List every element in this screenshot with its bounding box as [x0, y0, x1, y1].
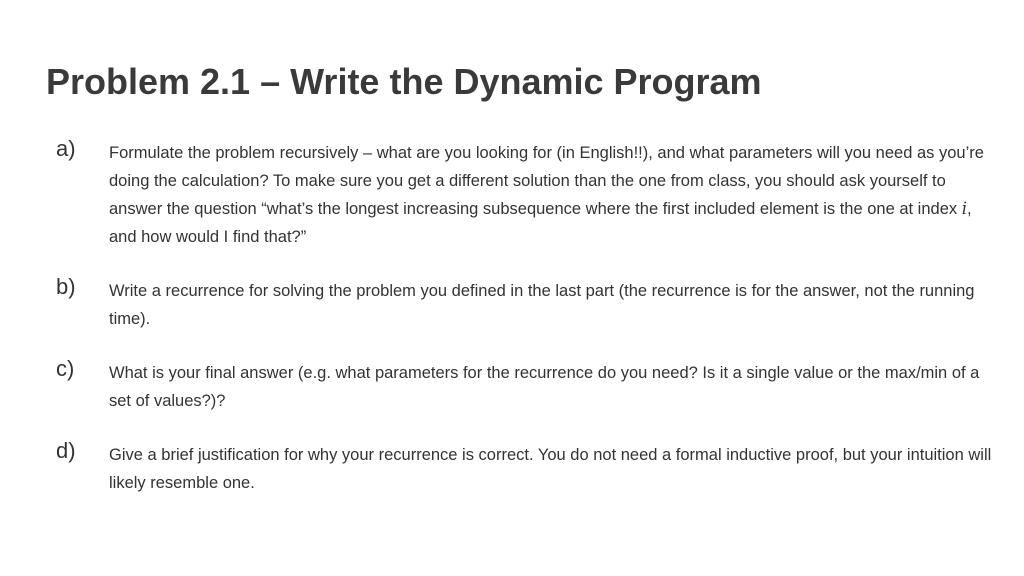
- part-marker: a): [56, 136, 76, 161]
- list-item-part-a: [56, 136, 996, 251]
- part-text: [109, 140, 996, 251]
- problem-parts-list: [56, 136, 996, 524]
- part-marker: b): [56, 274, 76, 299]
- list-item-part-d: [56, 438, 996, 497]
- index-variable: i: [961, 199, 967, 218]
- part-text: Give a brief justification for why your recurrence is correct. You do not need a formal inductive proof, but your intuition will likely resemble one.: [109, 446, 992, 492]
- part-text: Write a recurrence for solving the problem you defined in the last part (the recurrence is for the answer, not the running time).: [109, 282, 975, 328]
- list-item-part-b: [56, 274, 996, 333]
- part-text-after: , and how would I find that?”: [109, 200, 972, 246]
- part-text-before: Formulate the problem recursively – what are you looking for (in English!!), and what parameters will you need as you’re doing the calculation? To make sure you get a different solution than the one from class, you should ask yourself to answer the question “what’s the longest increasing subsequence where the first included element is the one at index: [109, 144, 984, 218]
- slide-title: Problem 2.1 – Write the Dynamic Program: [46, 61, 762, 102]
- part-text: What is your final answer (e.g. what parameters for the recurrence do you need? Is it a single value or the max/min of a set of values?)?: [109, 364, 980, 410]
- list-item-part-c: [56, 356, 996, 415]
- part-marker: d): [56, 438, 76, 463]
- part-marker: c): [56, 356, 75, 381]
